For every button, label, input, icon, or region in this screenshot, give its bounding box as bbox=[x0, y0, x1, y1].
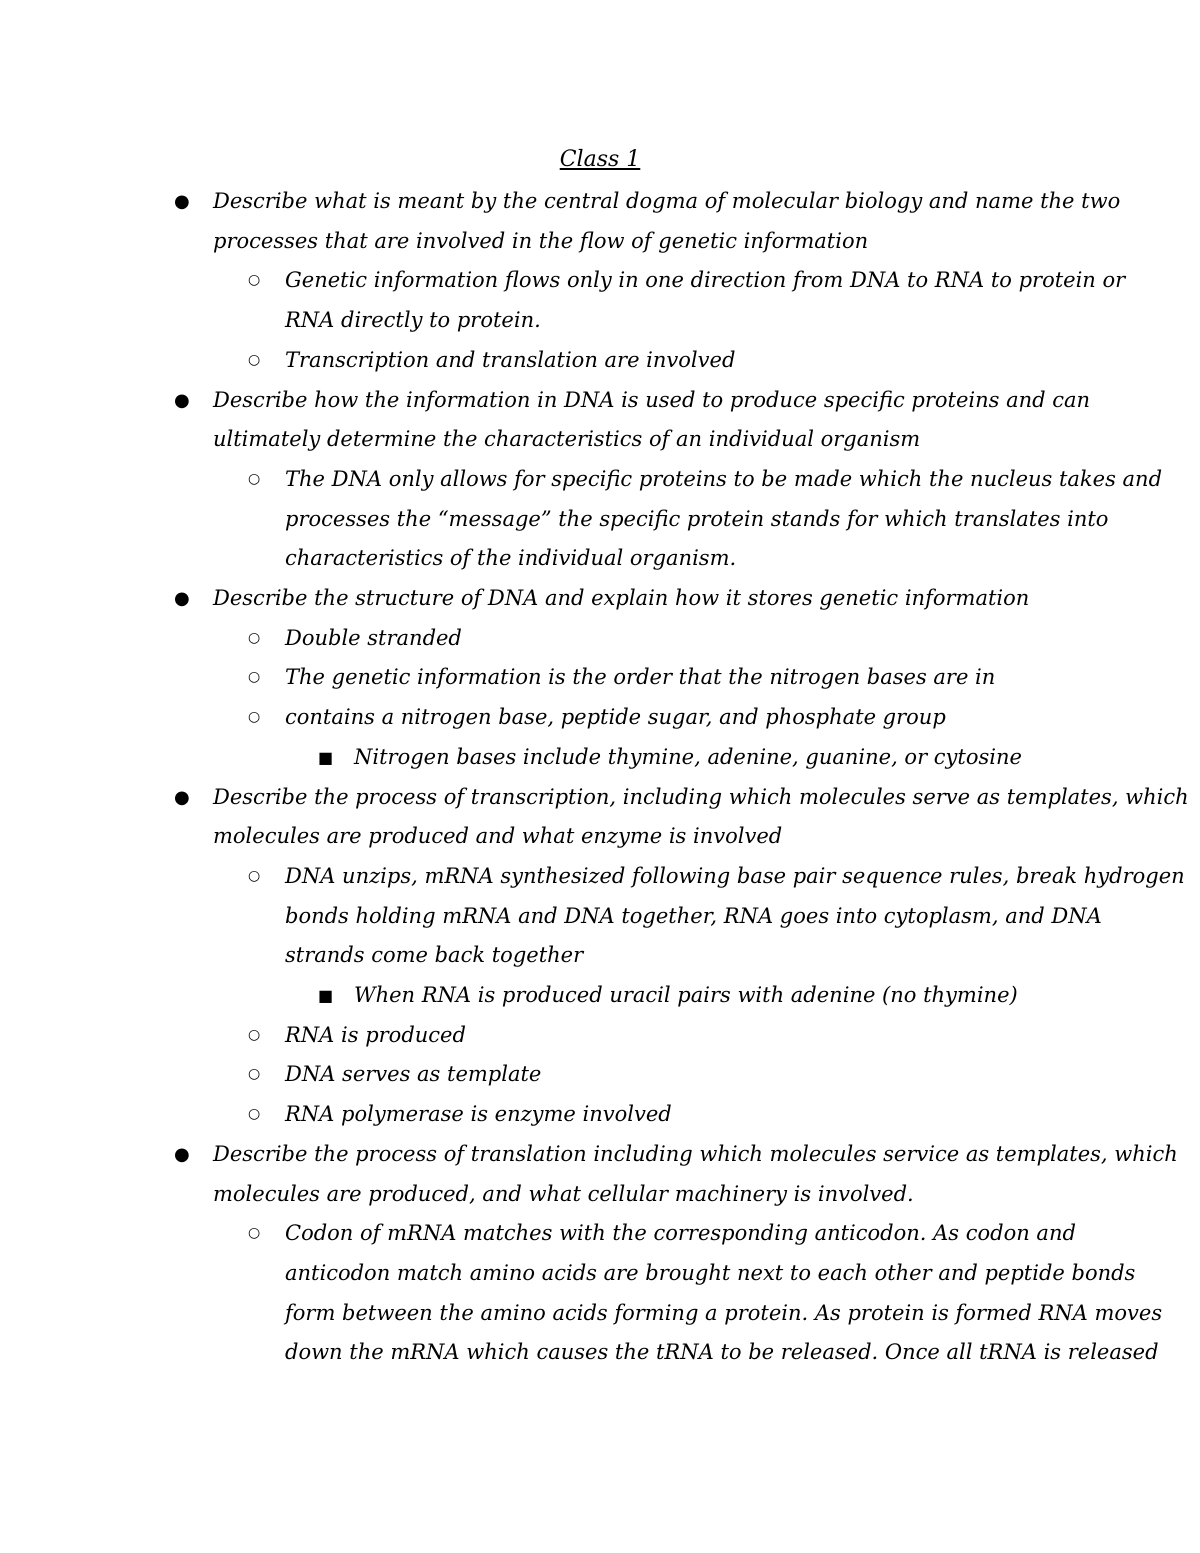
item-text-line: The genetic information is the order that the nitrogen bases are in bbox=[285, 665, 996, 690]
item-text-line: processes the “message” the specific protein stands for which translates into bbox=[285, 506, 1109, 531]
item-text-line: anticodon match amino acids are brought next to each other and peptide bonds bbox=[285, 1260, 1136, 1285]
item-text-line: Nitrogen bases include thymine, adenine, guanine, or cytosine bbox=[354, 744, 1022, 769]
item-text-line: When RNA is produced uracil pairs with adenine (no thymine) bbox=[354, 983, 1018, 1008]
square-bullet-icon: ■ bbox=[318, 986, 334, 1006]
item-text-line: down the mRNA which causes the tRNA to be released. Once all tRNA is released bbox=[285, 1340, 1159, 1365]
question-item bbox=[0, 182, 1200, 261]
item-text-line: contains a nitrogen base, peptide sugar, and phosphate group bbox=[285, 705, 946, 730]
answer-item bbox=[0, 1095, 1200, 1135]
item-text-line: Describe the structure of DNA and explain how it stores genetic information bbox=[213, 586, 1030, 611]
answer-item bbox=[0, 1055, 1200, 1095]
filled-bullet-icon: ● bbox=[174, 191, 190, 212]
notes-outline bbox=[0, 182, 1200, 1373]
answer-item bbox=[0, 658, 1200, 698]
item-text-line: ultimately determine the characteristics of an individual organism bbox=[213, 427, 921, 452]
item-text-line: RNA directly to protein. bbox=[285, 308, 541, 333]
item-text-line: molecules are produced and what enzyme is involved bbox=[213, 824, 783, 849]
answer-item bbox=[0, 341, 1200, 381]
hollow-bullet-icon: ○ bbox=[248, 669, 261, 686]
item-text-line: RNA is produced bbox=[285, 1022, 466, 1047]
answer-item bbox=[0, 1214, 1200, 1373]
question-item bbox=[0, 579, 1200, 619]
page-title: Class 1 bbox=[559, 147, 641, 172]
question-item bbox=[0, 1135, 1200, 1214]
answer-item bbox=[0, 619, 1200, 659]
question-item bbox=[0, 778, 1200, 857]
filled-bullet-icon: ● bbox=[174, 588, 190, 610]
item-text-line: processes that are involved in the flow of genetic information bbox=[213, 228, 869, 253]
item-text-line: characteristics of the individual organism. bbox=[285, 546, 737, 571]
square-bullet-icon: ■ bbox=[318, 747, 334, 767]
hollow-bullet-icon: ○ bbox=[248, 629, 261, 646]
item-text-line: DNA serves as template bbox=[285, 1062, 542, 1087]
hollow-bullet-icon: ○ bbox=[248, 1225, 261, 1242]
item-text-line: RNA polymerase is enzyme involved bbox=[285, 1102, 672, 1127]
answer-item bbox=[0, 698, 1200, 738]
item-text-line: Transcription and translation are involved bbox=[285, 347, 736, 372]
hollow-bullet-icon: ○ bbox=[248, 470, 261, 487]
item-text-line: strands come back together bbox=[285, 943, 584, 968]
item-text-line: Genetic information flows only in one direction from DNA to RNA to protein or bbox=[285, 268, 1126, 293]
item-text-line: form between the amino acids forming a protein. As protein is formed RNA moves bbox=[285, 1300, 1163, 1325]
hollow-bullet-icon: ○ bbox=[248, 709, 261, 726]
filled-bullet-icon: ● bbox=[174, 1143, 190, 1165]
answer-item bbox=[0, 261, 1200, 340]
item-text-line: bonds holding mRNA and DNA together, RNA goes into cytoplasm, and DNA bbox=[285, 903, 1102, 928]
item-text-line: Codon of mRNA matches with the corresponding anticodon. As codon and bbox=[285, 1221, 1076, 1246]
hollow-bullet-icon: ○ bbox=[248, 272, 261, 289]
hollow-bullet-icon: ○ bbox=[248, 867, 261, 884]
hollow-bullet-icon: ○ bbox=[248, 351, 261, 368]
item-text-line: Describe how the information in DNA is used to produce specific proteins and can bbox=[213, 387, 1091, 412]
filled-bullet-icon: ● bbox=[174, 786, 190, 808]
item-text-line: Describe the process of translation including which molecules service as templates, which bbox=[213, 1141, 1178, 1166]
item-text-line: The DNA only allows for specific proteins to be made which the nucleus takes and bbox=[285, 466, 1163, 491]
item-text-line: Describe what is meant by the central dogma of molecular biology and name the two bbox=[213, 189, 1121, 213]
hollow-bullet-icon: ○ bbox=[248, 1026, 261, 1043]
hollow-bullet-icon: ○ bbox=[248, 1106, 261, 1123]
item-text-line: molecules are produced, and what cellular machinery is involved. bbox=[213, 1181, 914, 1206]
answer-item bbox=[0, 857, 1200, 976]
sub-answer-item bbox=[0, 738, 1200, 778]
item-text-line: Double stranded bbox=[285, 625, 462, 650]
filled-bullet-icon: ● bbox=[174, 389, 190, 411]
hollow-bullet-icon: ○ bbox=[248, 1066, 261, 1083]
answer-item bbox=[0, 1016, 1200, 1056]
item-text-line: Describe the process of transcription, including which molecules serve as templates, which bbox=[213, 784, 1189, 809]
question-item bbox=[0, 381, 1200, 460]
sub-answer-item bbox=[0, 976, 1200, 1016]
answer-item bbox=[0, 460, 1200, 579]
item-text-line: DNA unzips, mRNA synthesized following base pair sequence rules, break hydrogen bbox=[285, 863, 1185, 888]
